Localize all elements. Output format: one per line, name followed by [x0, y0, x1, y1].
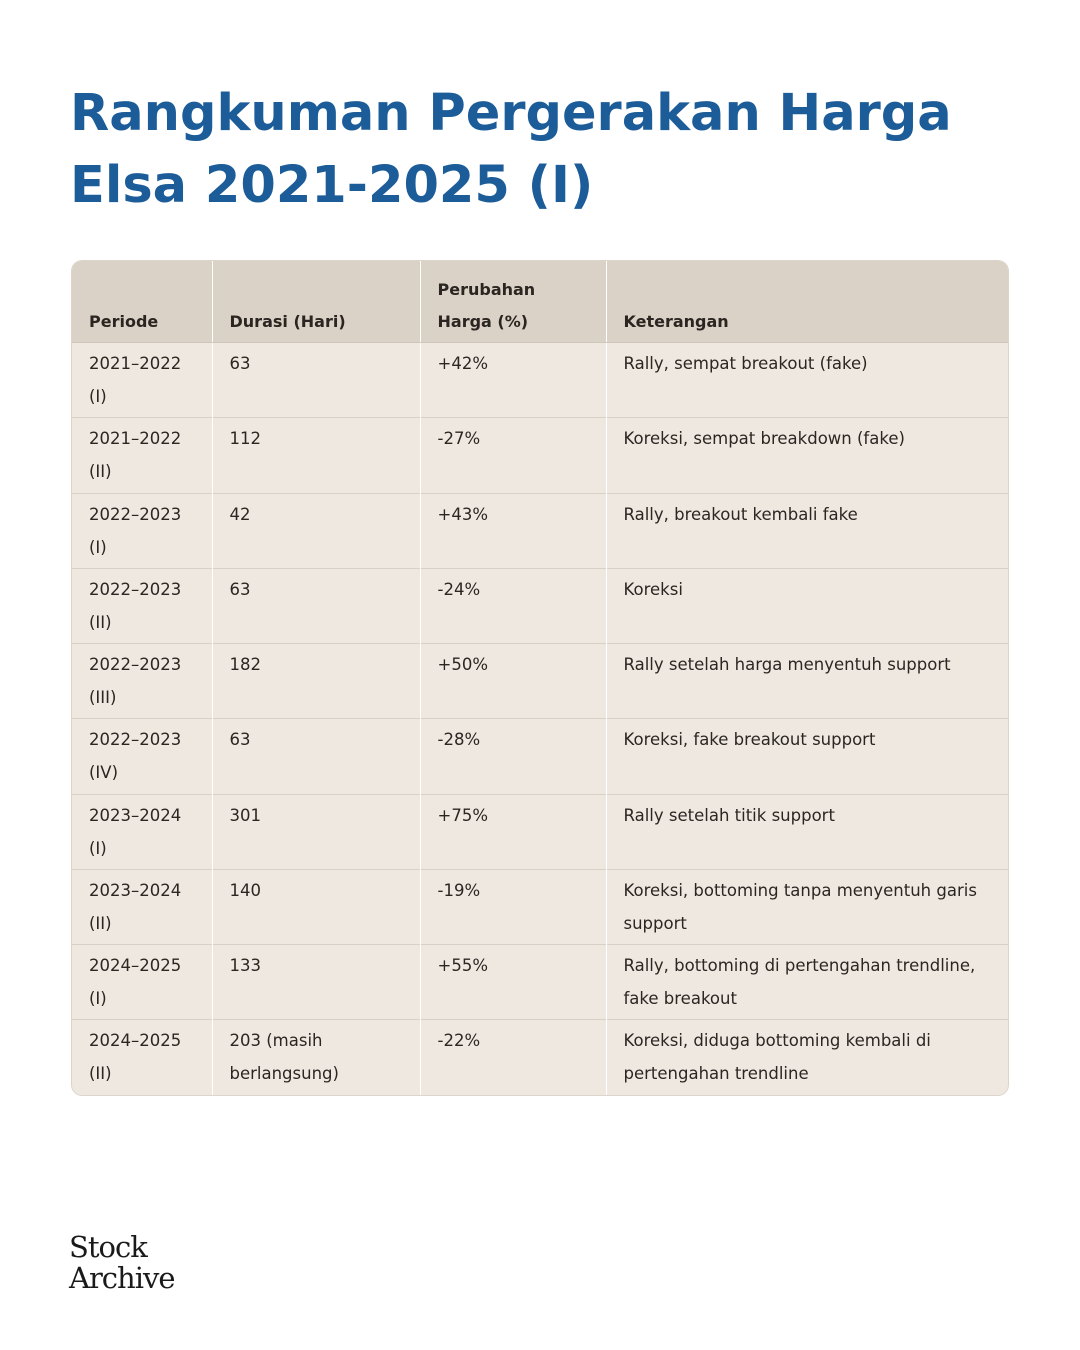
price-movement-table	[72, 261, 1008, 1095]
cell-perubahan: +75%	[420, 794, 606, 869]
cell-perubahan: +50%	[420, 644, 606, 719]
table-row	[72, 945, 1008, 1020]
cell-perubahan: +55%	[420, 945, 606, 1020]
cell-keterangan: Rally, breakout kembali fake	[606, 493, 1008, 568]
cell-periode: 2022–2023 (I)	[72, 493, 212, 568]
table-row	[72, 568, 1008, 643]
cell-perubahan: -19%	[420, 869, 606, 944]
cell-durasi: 133	[212, 945, 420, 1020]
table-row	[72, 1020, 1008, 1095]
header-keterangan: Keterangan	[606, 261, 1008, 343]
cell-perubahan: -24%	[420, 568, 606, 643]
logo-line-2: Archive	[69, 1261, 175, 1295]
cell-keterangan: Rally, sempat breakout (fake)	[623, 354, 868, 373]
cell-periode: 2022–2023 (IV)	[72, 719, 212, 794]
cell-perubahan: +42%	[420, 343, 606, 418]
stock-archive-logo	[69, 1232, 175, 1294]
header-durasi: Durasi (Hari)	[212, 261, 420, 343]
cell-durasi: 301	[212, 794, 420, 869]
page-title-line-2: Elsa 2021-2025 (I)	[70, 156, 594, 215]
cell-durasi: 63	[212, 343, 420, 418]
cell-durasi: 140	[212, 869, 420, 944]
cell-keterangan: Koreksi	[606, 568, 1008, 643]
cell-periode: 2023–2024 (II)	[72, 869, 212, 944]
logo-line-1: Stock	[69, 1230, 147, 1264]
cell-periode: 2024–2025 (I)	[72, 945, 212, 1020]
page-title	[70, 78, 1030, 222]
cell-perubahan: -22%	[420, 1020, 606, 1095]
cell-periode: 2022–2023 (II)	[72, 568, 212, 643]
cell-periode: 2024–2025 (II)	[72, 1020, 212, 1095]
cell-periode: 2022–2023 (III)	[72, 644, 212, 719]
table-row	[72, 719, 1008, 794]
cell-keterangan: Koreksi, sempat breakdown (fake)	[606, 418, 1008, 493]
table-header-row	[72, 261, 1008, 343]
cell-perubahan: -27%	[420, 418, 606, 493]
cell-durasi: 112	[212, 418, 420, 493]
cell-durasi: 182	[212, 644, 420, 719]
cell-durasi: 203 (masih berlangsung)	[212, 1020, 420, 1095]
table-row	[72, 794, 1008, 869]
table-row	[72, 418, 1008, 493]
cell-keterangan: Koreksi, fake breakout support	[606, 719, 1008, 794]
table-row	[72, 343, 1008, 418]
page-title-line-1: Rangkuman Pergerakan Harga	[70, 84, 952, 143]
cell-durasi: 63	[212, 719, 420, 794]
cell-keterangan: Rally setelah harga menyentuh support	[606, 644, 1008, 719]
cell-durasi: 63	[212, 568, 420, 643]
cell-durasi: 42	[212, 493, 420, 568]
cell-perubahan: -28%	[420, 719, 606, 794]
cell-periode: 2021–2022 (I)	[72, 343, 212, 418]
cell-periode: 2023–2024 (I)	[72, 794, 212, 869]
data-table	[72, 261, 1008, 1095]
header-perubahan-harga: Perubahan Harga (%)	[420, 261, 606, 343]
table-row	[72, 869, 1008, 944]
cell-perubahan: +43%	[420, 493, 606, 568]
cell-keterangan: Rally, bottoming di pertengahan trendline, fake breakout	[606, 945, 1008, 1020]
table-row	[72, 493, 1008, 568]
cell-periode: 2021–2022 (II)	[72, 418, 212, 493]
header-periode: Periode	[72, 261, 212, 343]
cell-keterangan: Rally setelah titik support	[606, 794, 1008, 869]
table-row	[72, 644, 1008, 719]
cell-keterangan: Koreksi, diduga bottoming kembali di pertengahan trendline	[606, 1020, 1008, 1095]
cell-keterangan: Koreksi, bottoming tanpa menyentuh garis support	[606, 869, 1008, 944]
